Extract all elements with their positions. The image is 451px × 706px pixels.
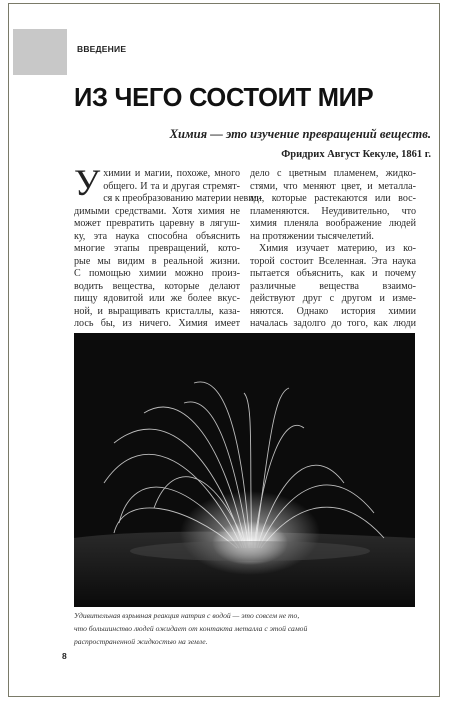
body-line: С помощью химии можно произ- <box>74 268 240 279</box>
body-line: лось бы, из ничего. Химия имеет <box>74 318 240 329</box>
caption-line: что большинство людей ожидает от контакта металла с этой самой <box>74 624 308 633</box>
sodium-water-reaction-photo <box>74 333 415 607</box>
chapter-title: ИЗ ЧЕГО СОСТОИТ МИР <box>74 84 374 112</box>
body-line: димыми средствами. Хотя химия не <box>74 205 240 217</box>
body-line: пламеняются. Неудивительно, что <box>250 205 416 217</box>
section-label: ВВЕДЕНИЕ <box>77 44 127 54</box>
body-line: пытается объяснить, как и почему <box>250 268 416 279</box>
body-line: ной, и выращивать кристаллы, каза- <box>74 305 240 317</box>
explosion-illustration <box>74 333 415 607</box>
body-line: ся к преобразованию материи невид- <box>103 193 263 204</box>
body-line: рые мы видим в реальной жизни. <box>74 255 240 267</box>
body-line: многие этапы превращений, кото- <box>74 243 240 254</box>
body-line: общего. И та и другая стремят- <box>103 180 240 192</box>
body-line: няются. Однако история химии <box>250 305 416 317</box>
body-line: химии и магии, похоже, много <box>103 168 240 179</box>
epigraph-author: Фридрих Август Кекуле, 1861 г. <box>281 149 431 160</box>
section-marker-block <box>13 29 67 75</box>
body-line: водить вещества, которые делают <box>74 280 240 292</box>
body-line: может превратить царевну в лягуш- <box>74 218 240 229</box>
body-line: на протяжении тысячелетий. <box>250 230 374 242</box>
body-line: химия пленяла воображение людей <box>250 218 416 229</box>
body-line: дело с цветным пламенем, жидко- <box>250 168 416 179</box>
body-column-left <box>74 163 263 331</box>
page-number: 8 <box>62 651 67 661</box>
caption-line: Удивительная взрывная реакция натрия с водой — это совсем не то, <box>74 611 300 620</box>
caption-line: распространенной жидкостью на земле. <box>74 637 208 646</box>
body-column-right <box>250 168 416 331</box>
body-line: стями, что меняют цвет, и металла- <box>250 180 416 192</box>
photo-caption <box>74 609 416 648</box>
body-line: началась задолго до того, как люди <box>250 318 416 329</box>
body-line: пищу ядовитой или же более вкус- <box>74 293 240 304</box>
body-line: торой состоит Вселенная. Эта наука <box>250 255 416 267</box>
body-line: Химия изучает материю, из ко- <box>259 243 416 254</box>
body-line: различные вещества взаимо- <box>250 280 416 292</box>
body-line: действуют друг с другом и изме- <box>250 293 416 304</box>
epigraph-quote: Химия — это изучение превращений веществ. <box>169 127 431 141</box>
drop-cap: У <box>74 163 101 204</box>
body-line: ми, которые растекаются или вос- <box>250 193 416 204</box>
body-line: ку, эта наука способна объяснить <box>74 230 240 242</box>
